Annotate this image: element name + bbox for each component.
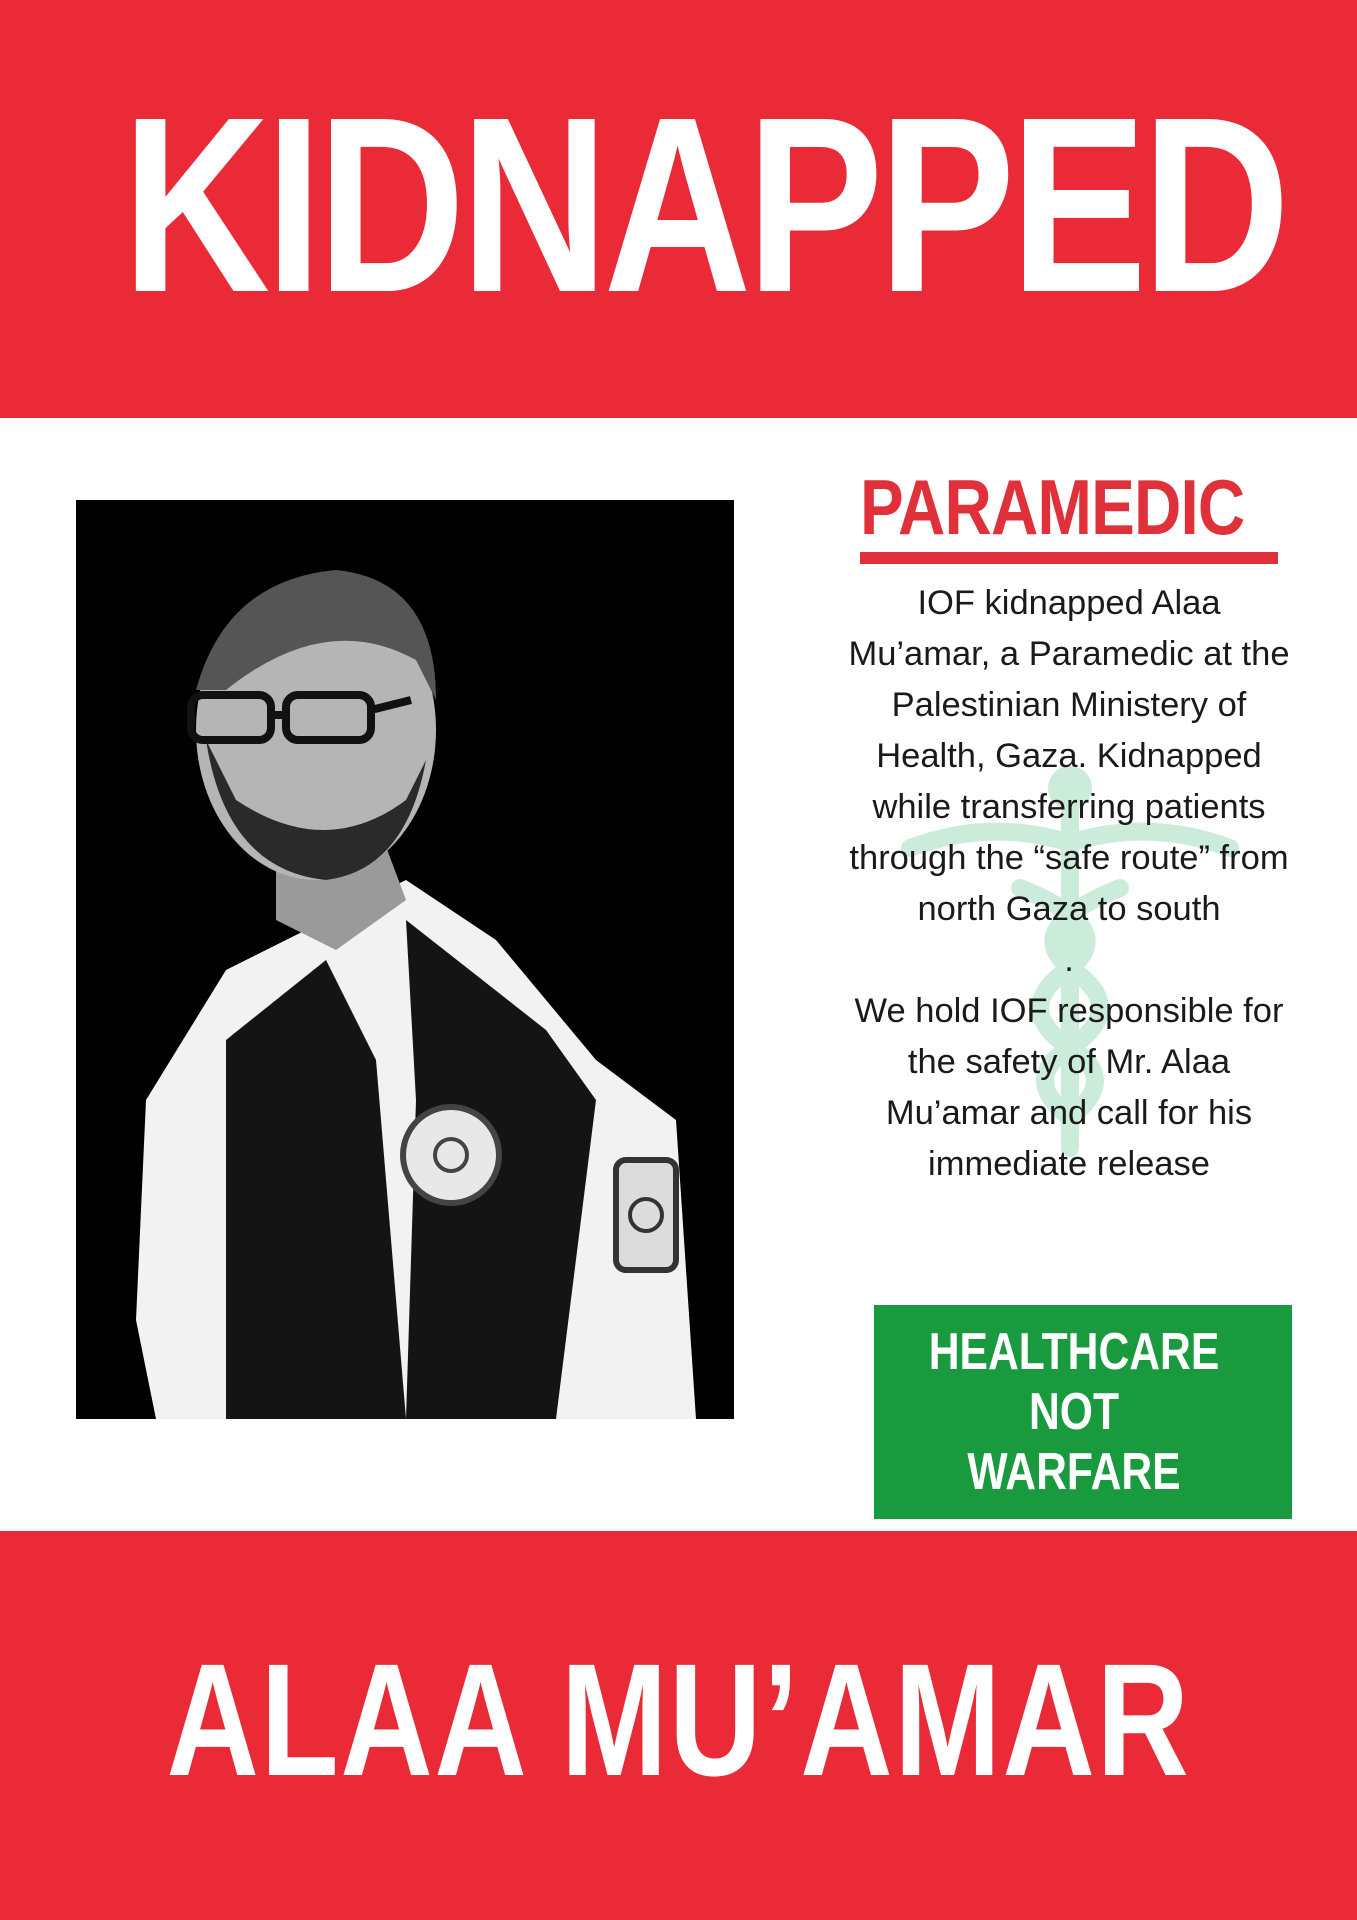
description-paragraph: IOF kidnapped Alaa Mu’amar, a Paramedic at the Palestinian Ministery of Health, Gaza. Kidnapped while transferring patients through the “safe route” from north Gaza to south bbox=[848, 584, 1290, 928]
role-title: PARAMEDIC bbox=[860, 463, 1245, 551]
portrait-illustration bbox=[76, 500, 734, 1419]
slogan-box bbox=[874, 1305, 1292, 1519]
slogan-line: WARFARE bbox=[967, 1443, 1181, 1501]
description-paragraph: We hold IOF responsible for the safety of Mr. Alaa Mu’amar and call for his immediate release bbox=[854, 992, 1284, 1183]
slogan-line: NOT bbox=[1028, 1383, 1119, 1441]
portrait-photo bbox=[76, 500, 734, 1419]
person-name: ALAA MU’AMAR bbox=[166, 1630, 1191, 1809]
headline: KIDNAPPED bbox=[122, 65, 1286, 344]
role-underline bbox=[860, 552, 1278, 564]
slogan-line: HEALTHCARE bbox=[928, 1323, 1220, 1381]
description-separator: . bbox=[1064, 941, 1074, 979]
description-text bbox=[846, 578, 1292, 1190]
